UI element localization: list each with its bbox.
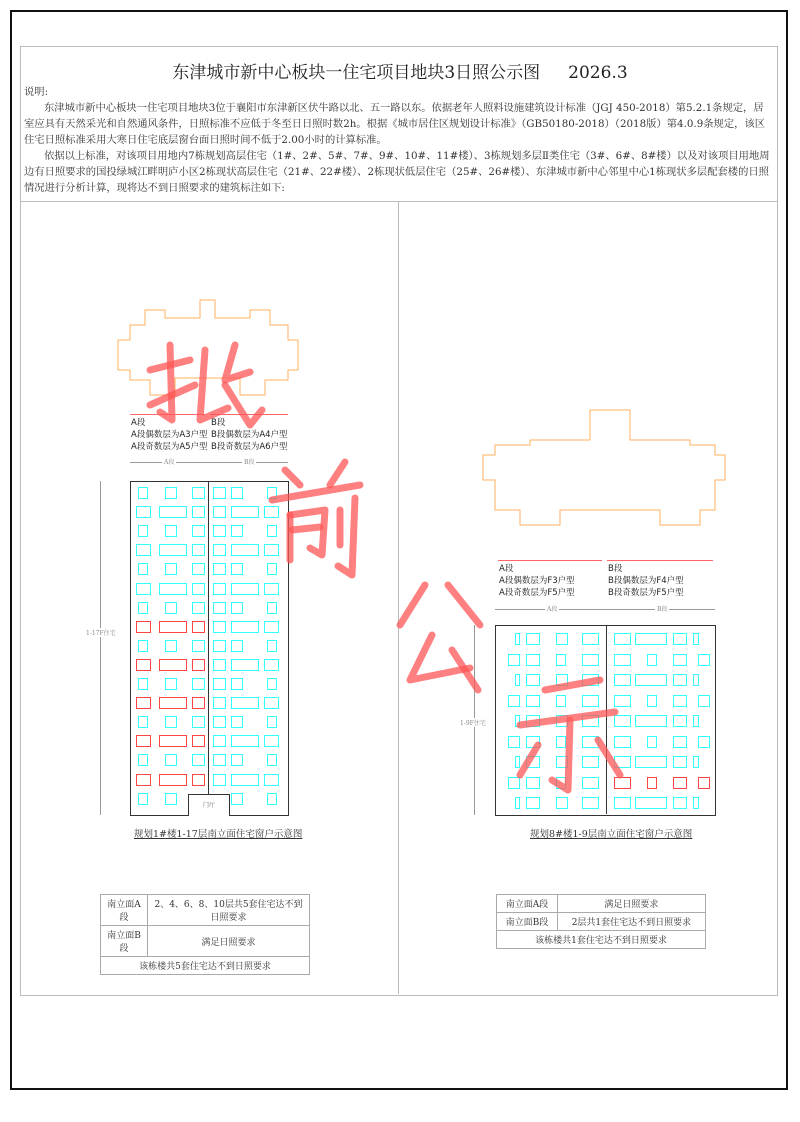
window xyxy=(264,774,279,786)
window xyxy=(136,583,151,595)
window xyxy=(138,602,148,614)
window xyxy=(582,715,599,727)
window-fail xyxy=(136,621,151,633)
window-fail xyxy=(647,777,657,789)
window xyxy=(138,525,148,537)
window xyxy=(582,695,599,707)
window xyxy=(213,716,226,728)
window xyxy=(673,674,687,686)
window xyxy=(213,735,226,747)
window xyxy=(192,563,205,575)
left-height-label: 1-17F住宅 xyxy=(86,630,116,637)
window xyxy=(213,544,226,556)
window xyxy=(264,621,279,633)
window-fail xyxy=(136,735,151,747)
window xyxy=(526,736,540,748)
window xyxy=(264,697,279,709)
window xyxy=(231,793,243,805)
window xyxy=(192,678,205,690)
window xyxy=(231,563,243,575)
cell: 南立面A段 xyxy=(497,895,558,913)
notes-para-2: 依据以上标准，对该项目用地内7栋规划高层住宅（1#、2#、5#、7#、9#、10#、11#楼）、3栋规划多层Ⅱ类住宅（3#、6#、8#楼）以及对该项目用地周边有日照要求的国投绿城江畔明庐小区2栋现状高层住宅（21#、22#楼）、2栋现状低层住宅（25#、26#楼）、东津城市新中心邻里中心1栋现状多层配套楼的日照情况进行分析计算，现将达不到日照要求的建筑标注如下: xyxy=(24,150,770,194)
window xyxy=(267,716,277,728)
window xyxy=(693,633,699,645)
left-building-elevation xyxy=(130,481,289,816)
window xyxy=(138,754,148,766)
window xyxy=(231,640,243,652)
window-fail xyxy=(159,697,187,709)
window xyxy=(136,544,151,556)
left-dim-line xyxy=(130,462,288,463)
window xyxy=(693,797,699,809)
left-dim-a: A段 xyxy=(164,459,175,466)
lobby-door: 门厅 xyxy=(188,794,230,816)
seg-odd: B段奇数层为F5户型 xyxy=(608,588,684,598)
right-building-elevation xyxy=(495,625,716,816)
window xyxy=(264,583,279,595)
table-row xyxy=(101,895,310,926)
window xyxy=(165,678,177,690)
window xyxy=(515,797,520,809)
window xyxy=(267,640,277,652)
window xyxy=(267,563,277,575)
window xyxy=(614,736,631,748)
window xyxy=(526,674,540,686)
window xyxy=(231,525,243,537)
window xyxy=(698,654,710,666)
window-fail xyxy=(698,777,710,789)
window xyxy=(526,695,540,707)
window xyxy=(614,797,631,809)
window xyxy=(556,654,566,666)
window-fail xyxy=(614,777,631,789)
window xyxy=(556,633,568,645)
window xyxy=(192,640,205,652)
window xyxy=(556,797,568,809)
window xyxy=(693,715,699,727)
window xyxy=(614,654,631,666)
window xyxy=(165,487,177,499)
window xyxy=(192,506,205,518)
window xyxy=(192,754,205,766)
cell: 2、4、6、8、10层共5套住宅达不到日照要求 xyxy=(148,895,310,926)
window xyxy=(192,602,205,614)
window xyxy=(165,754,177,766)
window xyxy=(556,777,566,789)
window xyxy=(213,678,226,690)
window xyxy=(231,735,259,747)
window xyxy=(267,678,277,690)
window xyxy=(267,793,277,805)
notes-label: 说明: xyxy=(24,86,49,98)
window xyxy=(213,602,226,614)
window xyxy=(614,715,631,727)
window xyxy=(526,756,540,768)
window xyxy=(192,487,205,499)
segment-divider xyxy=(208,482,209,814)
window xyxy=(213,640,226,652)
window xyxy=(231,602,243,614)
right-seg-b-line xyxy=(607,560,713,561)
window xyxy=(526,715,540,727)
window xyxy=(582,756,599,768)
table-row xyxy=(497,931,706,949)
window xyxy=(213,621,226,633)
window xyxy=(556,674,568,686)
window xyxy=(159,583,187,595)
window xyxy=(635,756,667,768)
window xyxy=(231,659,259,671)
seg-label: A段 xyxy=(499,564,514,574)
window xyxy=(508,695,520,707)
window xyxy=(267,487,277,499)
seg-even: A段偶数层为A3户型 xyxy=(131,430,208,440)
cell: 南立面B段 xyxy=(101,926,148,957)
window xyxy=(526,797,540,809)
cell: 2层共1套住宅达不到日照要求 xyxy=(557,913,705,931)
window xyxy=(673,633,687,645)
window xyxy=(698,695,710,707)
window-fail xyxy=(159,735,187,747)
right-dim-line xyxy=(495,609,715,610)
window xyxy=(213,754,226,766)
seg-even: B段偶数层为A4户型 xyxy=(211,430,288,440)
window xyxy=(556,695,566,707)
window xyxy=(231,716,243,728)
window xyxy=(231,754,243,766)
notes-para-1: 东津城市新中心板块一住宅项目地块3位于襄阳市东津新区伏牛路以北、五一路以东。依据老年人照料设施建筑设计标准（JGJ 450-2018）第5.2.1条规定，居室应具有天然采光和自然通风条件，日照标准不应低于冬至日日照时数2h。根据《城市居住区规划设计标准》（GB50180-2018）（2018版）第4.0.9条规定，该区住宅日照标准采用大寒日住宅底层窗台面日照时间不低于2.00小时的计算标准。 xyxy=(24,102,766,146)
left-seg-a-info xyxy=(131,417,208,453)
window xyxy=(515,756,520,768)
right-dim-b: B段 xyxy=(657,606,668,613)
window xyxy=(582,797,599,809)
window xyxy=(526,777,540,789)
window xyxy=(614,674,631,686)
window-fail xyxy=(159,621,187,633)
window xyxy=(231,544,259,556)
cell: 满足日照要求 xyxy=(557,895,705,913)
segment-divider xyxy=(606,626,607,814)
window xyxy=(693,756,699,768)
window xyxy=(582,654,599,666)
window xyxy=(165,716,177,728)
window xyxy=(647,654,657,666)
window xyxy=(673,736,687,748)
seg-label: A段 xyxy=(131,418,146,428)
window xyxy=(673,715,687,727)
window xyxy=(647,736,657,748)
seg-odd: B段奇数层为A6户型 xyxy=(211,442,288,452)
window xyxy=(635,674,667,686)
window xyxy=(138,678,148,690)
cell: 满足日照要求 xyxy=(148,926,310,957)
window xyxy=(136,506,151,518)
window xyxy=(698,736,710,748)
window xyxy=(138,716,148,728)
window xyxy=(614,633,631,645)
window xyxy=(526,633,540,645)
window xyxy=(508,736,520,748)
window xyxy=(508,777,520,789)
right-height-label: 1-9F住宅 xyxy=(460,720,486,727)
window-fail xyxy=(159,774,187,786)
window xyxy=(192,544,205,556)
window xyxy=(159,506,187,518)
plan-outline-left xyxy=(118,300,298,395)
window xyxy=(213,774,226,786)
window-fail xyxy=(136,697,151,709)
seg-label: B段 xyxy=(608,564,623,574)
window xyxy=(508,654,520,666)
window xyxy=(264,506,279,518)
right-seg-a-line xyxy=(498,560,602,561)
table-row xyxy=(497,913,706,931)
seg-even: A段偶数层为F3户型 xyxy=(499,576,575,586)
window xyxy=(165,563,177,575)
table-row xyxy=(101,957,310,975)
window xyxy=(515,633,520,645)
window xyxy=(582,633,599,645)
left-seg-b-line xyxy=(210,414,288,415)
window xyxy=(635,715,667,727)
window xyxy=(231,697,259,709)
window xyxy=(264,735,279,747)
window xyxy=(515,674,520,686)
window xyxy=(138,640,148,652)
window xyxy=(582,674,599,686)
window xyxy=(267,525,277,537)
left-result-table xyxy=(100,894,310,975)
right-seg-a-info xyxy=(499,563,575,599)
window-fail xyxy=(192,774,205,786)
table-row xyxy=(497,895,706,913)
window xyxy=(647,695,657,707)
window xyxy=(635,797,667,809)
window xyxy=(693,674,699,686)
window xyxy=(614,695,631,707)
window-fail xyxy=(136,774,151,786)
window xyxy=(138,793,148,805)
window-fail xyxy=(136,659,151,671)
window xyxy=(192,716,205,728)
window xyxy=(582,777,599,789)
window xyxy=(192,525,205,537)
window xyxy=(267,602,277,614)
window xyxy=(635,633,667,645)
title-text: 东津城市新中心板块一住宅项目地块3日照公示图 xyxy=(172,63,541,83)
window xyxy=(267,754,277,766)
window xyxy=(138,563,148,575)
window xyxy=(165,602,177,614)
right-seg-b-info xyxy=(608,563,684,599)
window xyxy=(264,544,279,556)
window xyxy=(526,654,540,666)
cell: 南立面B段 xyxy=(497,913,558,931)
table-row xyxy=(101,926,310,957)
window xyxy=(515,715,520,727)
window xyxy=(673,797,687,809)
window-fail xyxy=(673,777,687,789)
window-fail xyxy=(192,659,205,671)
window-fail xyxy=(192,697,205,709)
window xyxy=(165,793,177,805)
window xyxy=(231,487,243,499)
window xyxy=(582,736,599,748)
window-fail xyxy=(192,735,205,747)
summary-cell: 该栋楼共5套住宅达不到日照要求 xyxy=(101,957,310,975)
left-height-dim xyxy=(100,481,101,815)
seg-odd: A段奇数层为A5户型 xyxy=(131,442,208,452)
cell: 南立面A段 xyxy=(101,895,148,926)
seg-odd: A段奇数层为F5户型 xyxy=(499,588,575,598)
window xyxy=(165,640,177,652)
window xyxy=(673,756,687,768)
window xyxy=(165,525,177,537)
window xyxy=(138,487,148,499)
window xyxy=(673,654,687,666)
seg-even: B段偶数层为F4户型 xyxy=(608,576,684,586)
left-dim-b: B段 xyxy=(244,459,255,466)
right-dim-a: A段 xyxy=(547,606,558,613)
left-seg-a-line xyxy=(130,414,205,415)
right-result-table xyxy=(496,894,706,949)
window xyxy=(231,621,259,633)
window xyxy=(556,715,568,727)
window xyxy=(213,563,226,575)
summary-cell: 该栋楼共1套住宅达不到日照要求 xyxy=(497,931,706,949)
window-fail xyxy=(192,621,205,633)
window xyxy=(159,544,187,556)
window xyxy=(614,756,631,768)
window xyxy=(192,583,205,595)
left-seg-b-info xyxy=(211,417,288,453)
window xyxy=(231,583,259,595)
window xyxy=(673,695,687,707)
seg-label: B段 xyxy=(211,418,226,428)
window xyxy=(213,487,226,499)
left-caption: 规划1#楼1-17层南立面住宅窗户示意图 xyxy=(134,829,303,840)
window xyxy=(556,736,566,748)
window xyxy=(264,659,279,671)
window-fail xyxy=(159,659,187,671)
window xyxy=(213,583,226,595)
window xyxy=(213,525,226,537)
window xyxy=(213,697,226,709)
window xyxy=(556,756,568,768)
window xyxy=(213,506,226,518)
plan-outline-right xyxy=(483,410,725,525)
window xyxy=(231,506,259,518)
window xyxy=(213,659,226,671)
right-caption: 规划8#楼1-9层南立面住宅窗户示意图 xyxy=(530,829,693,840)
title-date: 2026.3 xyxy=(568,63,628,83)
window xyxy=(231,774,259,786)
window xyxy=(231,678,243,690)
